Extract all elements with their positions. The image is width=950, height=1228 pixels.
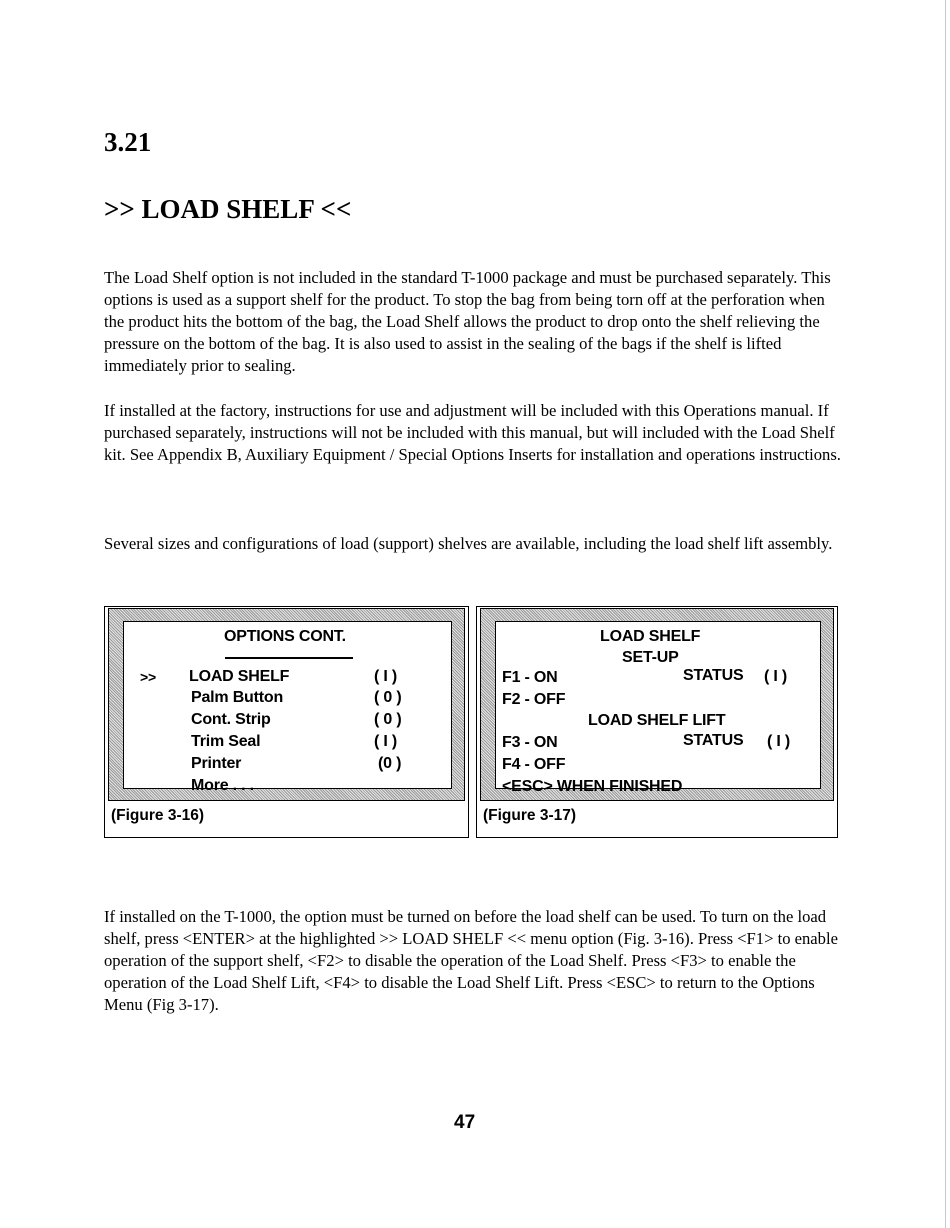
menu-value-palm-button: ( 0 ) [374, 689, 402, 706]
menu-item-trim-seal: Trim Seal [191, 733, 261, 750]
menu-item-printer: Printer [191, 755, 242, 772]
menu-value-trim-seal: ( I ) [374, 733, 397, 750]
menu-value-load-shelf: ( I ) [374, 668, 397, 685]
menu-pointer: >> [140, 669, 156, 685]
menu-item-load-shelf: LOAD SHELF [189, 668, 290, 685]
load-shelf-lift-title: LOAD SHELF LIFT [588, 712, 726, 729]
figure-3-16-panel [104, 606, 469, 838]
f1-on-label: F1 - ON [502, 669, 558, 686]
load-shelf-title: LOAD SHELF [600, 628, 701, 645]
status-label-lift: STATUS [683, 732, 744, 749]
installation-paragraph: If installed at the factory, instructions for use and adjustment will be included with this Operations manual. If purchased separately, instructions will not be included with this manual, but will included with the Load Shelf kit. See Appendix B, Auxiliary Equipment / Special Options Inserts for installation and operations instructions. [104, 401, 841, 464]
f3-on-label: F3 - ON [502, 734, 558, 751]
menu-item-more: More . . . [191, 777, 254, 794]
figure-3-17-panel [476, 606, 838, 838]
f2-off-label: F2 - OFF [502, 691, 566, 708]
section-title: >> LOAD SHELF << [104, 194, 352, 224]
figure-3-16-caption: (Figure 3-16) [111, 807, 205, 824]
sizes-paragraph: Several sizes and configurations of load (support) shelves are available, including the load shelf lift assembly. [104, 534, 833, 553]
options-header: OPTIONS CONT. [224, 628, 346, 645]
usage-paragraph: If installed on the T-1000, the option must be turned on before the load shelf can be used. To turn on the load shelf, press <ENTER> at the highlighted >> LOAD SHELF << menu option (Fig. 3-16). Press <F1> to enable operation of the support shelf, <F2> to disable the operation of the Load Shelf. Press <F3> to enable the operation of the Load Shelf Lift, <F4> to disable the Load Shelf Lift. Press <ESC> to return to the Options Menu (Fig 3-17). [104, 907, 838, 1014]
section-number: 3.21 [104, 127, 152, 157]
header-underline [225, 657, 353, 659]
status-label-shelf: STATUS [683, 667, 744, 684]
options-screen [123, 621, 452, 794]
figure-3-17-caption: (Figure 3-17) [483, 807, 577, 824]
status-value-shelf: ( I ) [764, 668, 787, 685]
page-edge-line [945, 0, 946, 1228]
load-shelf-screen-frame [480, 608, 834, 801]
page-number: 47 [454, 1112, 476, 1133]
options-screen-frame [108, 608, 465, 801]
status-value-lift: ( I ) [767, 733, 790, 750]
menu-value-printer: (0 ) [378, 755, 402, 772]
esc-when-finished-label: <ESC> WHEN FINISHED [502, 778, 683, 795]
menu-value-cont-strip: ( 0 ) [374, 711, 402, 728]
load-shelf-screen [495, 621, 821, 795]
f4-off-label: F4 - OFF [502, 756, 566, 773]
intro-paragraph: The Load Shelf option is not included in the standard T-1000 package and must be purchased separately. This options is used as a support shelf for the product. To stop the bag from being torn off at the perforation when the product hits the bottom of the bag, the Load Shelf allows the product to drop onto the shelf relieving the pressure on the bottom of the bag. It is also used to assist in the sealing of the bags if the shelf is lifted immediately prior to sealing. [104, 268, 831, 375]
menu-item-palm-button: Palm Button [191, 689, 284, 706]
menu-item-cont-strip: Cont. Strip [191, 711, 271, 728]
setup-subtitle: SET-UP [622, 649, 679, 666]
